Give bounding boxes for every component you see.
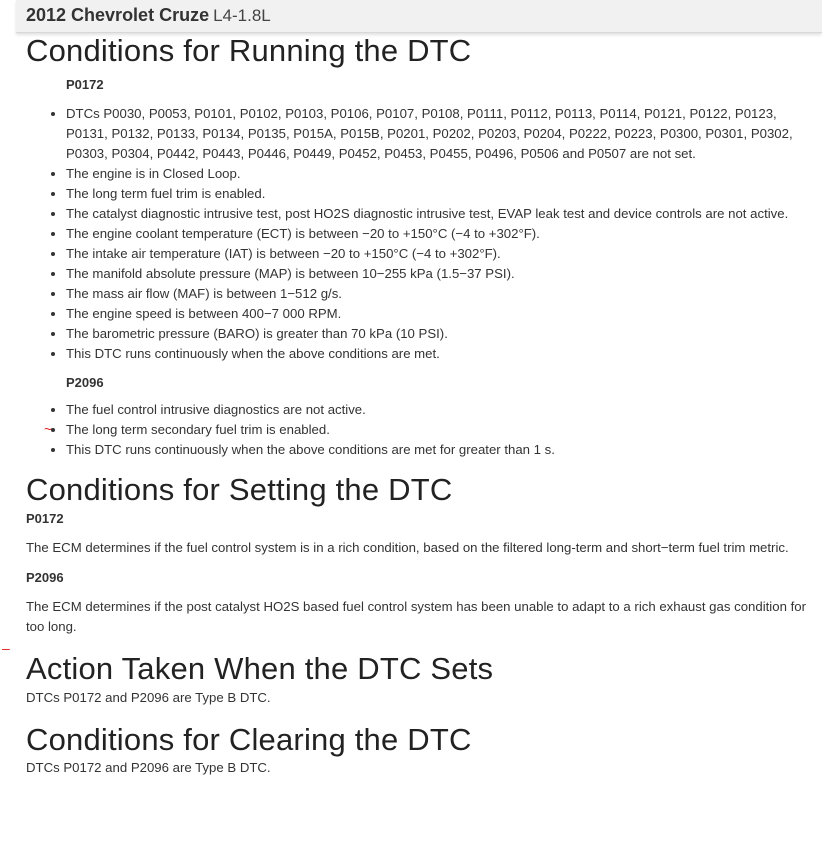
text-clearing: DTCs P0172 and P2096 are Type B DTC. [26, 760, 271, 775]
red-annotation-mark: ‒ [2, 640, 10, 656]
vehicle-title [26, 5, 271, 26]
subheading-p2096-running: P2096 [66, 375, 104, 390]
document-body [26, 32, 806, 778]
list-item: • The manifold absolute pressure (MAP) is between 10−255 kPa (1.5−37 PSI). [66, 264, 806, 284]
list-item: • The catalyst diagnostic intrusive test, post HO2S diagnostic intrusive test, EVAP leak test and device controls are not active. [66, 204, 806, 224]
heading-action: Action Taken When the DTC Sets [26, 651, 494, 686]
list-item: • The fuel control intrusive diagnostics are not active. [66, 400, 806, 420]
list-item: • The long term secondary fuel trim is enabled. [66, 420, 806, 440]
vehicle-header [16, 0, 822, 33]
engine-label: L4-1.8L [213, 6, 271, 25]
list-item: • This DTC runs continuously when the above conditions are met for greater than 1 s. [66, 440, 806, 460]
list-item: • DTCs P0030, P0053, P0101, P0102, P0103, P0106, P0107, P0108, P0111, P0112, P0113, P0114, P0121, P0122, P0123, P0131, P0132, P0133, P0134, P0135, P015A, P015B, P0201, P0202, P0203, P0204, P0222, P0223, P0300, P0301, P0302, P0303, P0304, P0442, P0443, P0446, P0449, P0452, P0453, P0455, P0496, P0506 and P0507 are not set. [66, 104, 806, 164]
list-item: • The engine speed is between 400−7 000 RPM. [66, 304, 806, 324]
text-setting-p0172: The ECM determines if the fuel control system is in a rich condition, based on the filtered long-term and short−term fuel trim metric. [26, 540, 789, 555]
list-item: • The engine coolant temperature (ECT) is between −20 to +150°C (−4 to +302°F). [66, 224, 806, 244]
list-item: • The mass air flow (MAF) is between 1−512 g/s. [66, 284, 806, 304]
text-setting-p2096: The ECM determines if the post catalyst HO2S based fuel control system has been unable to adapt to a rich exhaust gas condition for too long. [26, 599, 806, 634]
text-action: DTCs P0172 and P2096 are Type B DTC. [26, 690, 271, 705]
list-item: • The engine is in Closed Loop. [66, 164, 806, 184]
list-running-p2096 [26, 400, 806, 460]
subheading-p0172-setting: P0172 [26, 511, 64, 526]
list-item: • The barometric pressure (BARO) is greater than 70 kPa (10 PSI). [66, 324, 806, 344]
list-running-p0172 [26, 104, 806, 364]
list-item: • The long term fuel trim is enabled. [66, 184, 806, 204]
subheading-p0172-running: P0172 [66, 77, 104, 92]
heading-clearing: Conditions for Clearing the DTC [26, 722, 472, 757]
list-item: • This DTC runs continuously when the above conditions are met. [66, 344, 806, 364]
heading-setting: Conditions for Setting the DTC [26, 472, 453, 507]
heading-running: Conditions for Running the DTC [26, 33, 472, 68]
subheading-p2096-setting: P2096 [26, 570, 64, 585]
list-item: • The intake air temperature (IAT) is between −20 to +150°C (−4 to +302°F). [66, 244, 806, 264]
vehicle-name: 2012 Chevrolet Cruze [26, 5, 210, 25]
red-annotation-mark: ~ [44, 421, 53, 437]
